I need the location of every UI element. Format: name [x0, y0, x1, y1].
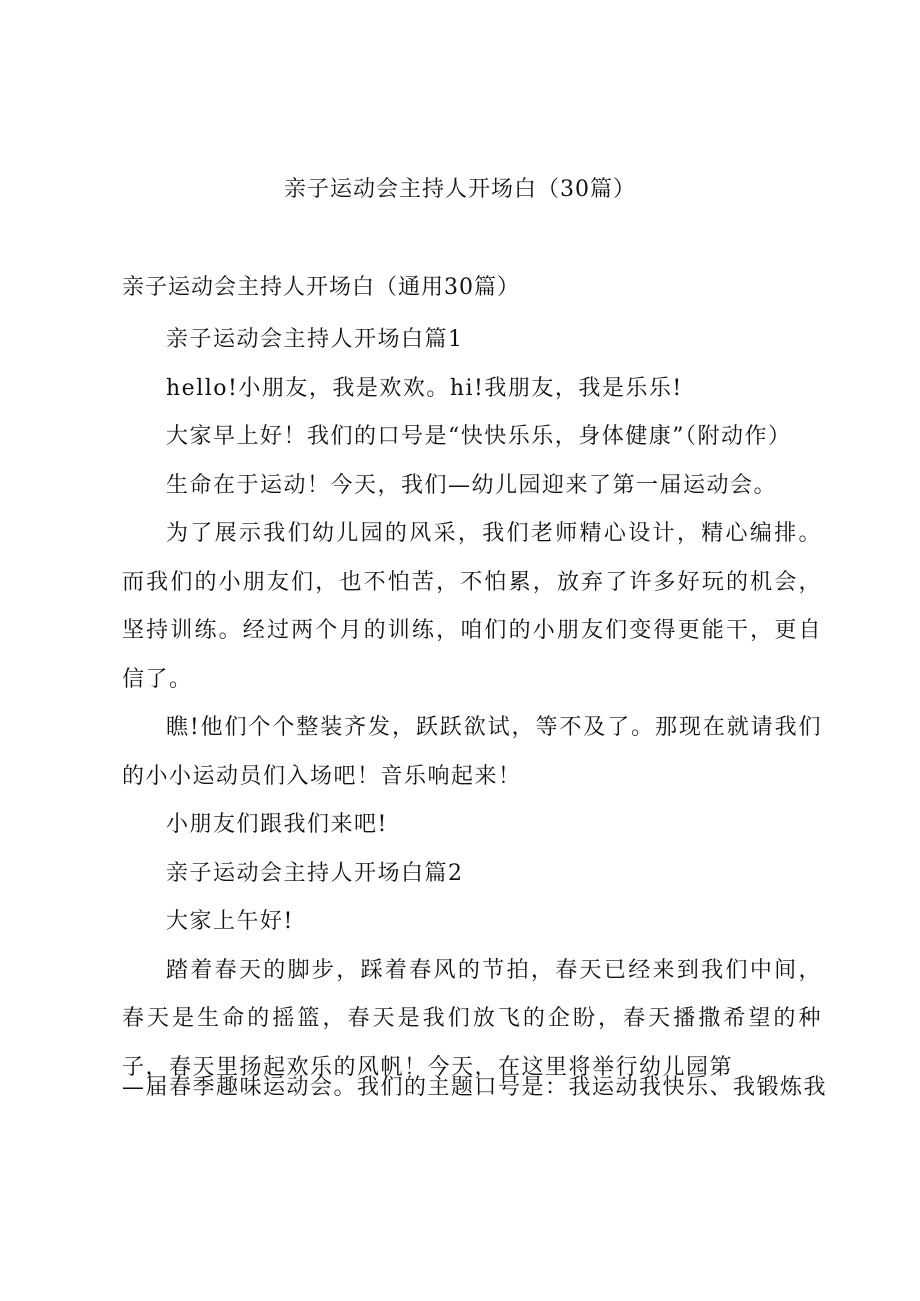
paragraph: 生命在于运动！今天，我们—幼儿园迎来了第一届运动会。 [166, 472, 778, 498]
paragraph-continuation: —届春季趣味运动会。我们的主题口号是：我运动我快乐、我锻炼我 [122, 1075, 828, 1100]
paragraph: 大家早上好！我们的口号是“快快乐乐，身体健康”（附动作） [166, 424, 792, 449]
document-subtitle: 亲子运动会主持人开场白（通用30篇） [122, 275, 520, 300]
paragraph: 为了展示我们幼儿园的风采，我们老师精心设计，精心编排。而我们的小朋友们，也不怕苦，不怕累，放弃了许多好玩的机会，坚持训练。经过两个月的训练，咱们的小朋友们变得更能干，更自信了。 [122, 521, 822, 692]
paragraph: 踏着春天的脚步，踩着春风的节拍，春天已经来到我们中间，春天是生命的摇篮，春天是我们放飞的企盼，春天播撒希望的种子，春天里扬起欢乐的风帆！今天，在这里将举行幼儿园第 [122, 957, 822, 1080]
paragraph: hello!小朋友，我是欢欢。hi!我朋友，我是乐乐! [166, 375, 683, 401]
paragraph: 小朋友们跟我们来吧! [166, 812, 388, 837]
paragraph: 大家上午好! [166, 909, 294, 934]
document-body [122, 316, 822, 1092]
paragraph: 瞧!他们个个整装齐发，跃跃欲试，等不及了。那现在就请我们的小小运动员们入场吧！音乐响起来！ [122, 715, 822, 789]
section-heading-2: 亲子运动会主持人开场白篇2 [166, 860, 464, 886]
document-title: 亲子运动会主持人开场白（30篇） [284, 177, 636, 202]
section-heading-1: 亲子运动会主持人开场白篇1 [166, 327, 464, 352]
